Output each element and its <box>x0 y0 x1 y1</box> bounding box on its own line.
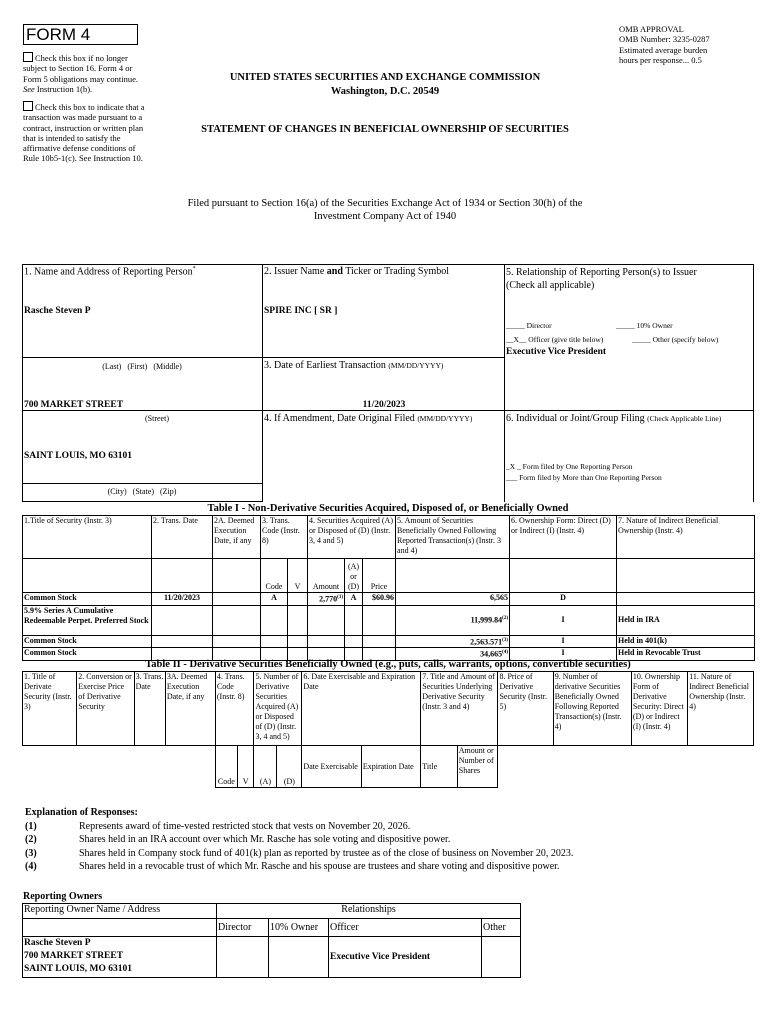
table1-title: Table I - Non-Derivative Securities Acquired, Disposed of, or Beneficially Owned <box>207 503 569 514</box>
table-row: Common Stock 2,563.571$^{(3)}$ I Held in 401(k) <box>23 635 755 648</box>
t2-sub-title: Title <box>421 746 457 788</box>
issuer-name: SPIRE INC [ SR ] <box>264 306 338 316</box>
city-hint: (City) (State) (Zip) <box>107 487 177 496</box>
t2-sub-code: Code <box>215 746 237 788</box>
t2-h7: 7. Title and Amount of Securities Underlying Derivative Security (Instr. 3 and 4) <box>421 672 498 746</box>
rule10b5-checkbox[interactable] <box>23 101 33 111</box>
reporter-street: 700 MARKET STREET <box>24 400 124 410</box>
box2-label: 2. Issuer Name and Ticker or Trading Symbol <box>264 266 450 277</box>
t2-h11: 11. Nature of Indirect Beneficial Ownership (Instr. 4) <box>688 672 754 746</box>
owners-col-director: Director <box>217 919 269 937</box>
t1-sub-aord: (A) or (D) <box>345 559 363 593</box>
checkbox-10b5: Check this box to indicate that a transaction was made pursuant to a contract, instruction or written plan that is intended to satisfy the affirmative defense conditions of Rule 10b5-1(c). See Instruction 10. <box>23 102 145 164</box>
owners-col-relationships: Relationships <box>217 904 521 919</box>
explanation-section <box>25 806 745 874</box>
t1-h5: 5. Amount of Securities Beneficially Owned Following Reported Transaction(s) (Instr. 3 and 4) <box>396 516 510 559</box>
t1-h2a: 2A. Deemed Execution Date, if any <box>213 516 261 559</box>
box6-label: 6. Individual or Joint/Group Filing (Check Applicable Line) <box>506 413 722 424</box>
t2-sub-d: (D) <box>277 746 302 788</box>
list-item: (3) Shares held in Company stock fund of 401(k) plan as reported by trustee as of the close of business on November 20, 2023. <box>25 847 574 859</box>
t1-h6: 6. Ownership Form: Direct (D) or Indirect (I) (Instr. 4) <box>510 516 617 559</box>
explanation-heading: Explanation of Responses: <box>25 807 138 818</box>
t2-h9: 9. Number of derivative Securities Beneficially Owned Following Reported Transaction(s) (Instr. 4) <box>553 672 631 746</box>
owners-heading: Reporting Owners <box>23 891 103 902</box>
t2-h8: 8. Price of Derivative Security (Instr. 5) <box>498 672 553 746</box>
filed-pursuant-2: Investment Company Act of 1940 <box>313 211 457 222</box>
box3-label: 3. Date of Earliest Transaction (MM/DD/YYYY) <box>264 360 444 371</box>
t2-h5: 5. Number of Derivative Securities Acquired (A) or Disposed of (D) (Instr. 3, 4 and 5) <box>254 672 302 746</box>
t1-h7: 7. Nature of Indirect Beneficial Ownership (Instr. 4) <box>617 516 755 559</box>
agency-city: Washington, D.C. 20549 <box>330 86 440 97</box>
owners-col-officer: Officer <box>329 919 482 937</box>
t2-sub-a: (A) <box>254 746 277 788</box>
filing-more-person: ___ Form filed by More than One Reporting Person <box>506 473 662 482</box>
rel-officer: __X__ Officer (give title below) <box>506 335 604 344</box>
agency-name: UNITED STATES SECURITIES AND EXCHANGE COMMISSION <box>229 72 541 83</box>
statement-title: STATEMENT OF CHANGES IN BENEFICIAL OWNERSHIP OF SECURITIES <box>201 124 569 135</box>
box4-label: 4. If Amendment, Date Original Filed (MM/DD/YYYY) <box>264 413 473 424</box>
t1-h4: 4. Securities Acquired (A) or Disposed of (D) (Instr. 3, 4 and 5) <box>308 516 396 559</box>
t2-h3a: 3A. Deemed Execution Date, if any <box>165 672 215 746</box>
rel-other: _____ Other (specify below) <box>632 335 719 344</box>
omb-approval: OMB APPROVAL OMB Number: 3235-0287 Estimated average burden hours per response... 0.5 <box>619 24 710 65</box>
table-row: Rasche Steven P 700 MARKET STREET SAINT LOUIS, MO 63101 Executive Vice President <box>23 937 521 978</box>
owners-col-other: Other <box>482 919 521 937</box>
table2 <box>22 671 754 788</box>
t1-h2: 2. Trans. Date <box>152 516 213 559</box>
t2-h6: 6. Date Exercisable and Expiration Date <box>302 672 421 746</box>
t2-h10: 10. Ownership Form of Derivative Security: Direct (D) or Indirect (I) (Instr. 4) <box>631 672 687 746</box>
t2-h1: 1. Title of Derivate Security (Instr. 3) <box>23 672 77 746</box>
name-hint: (Last) (First) (Middle) <box>102 362 182 371</box>
table1 <box>22 515 755 661</box>
list-item: (2) Shares held in an IRA account over which Mr. Rasche has sole voting and dispositive power. <box>25 834 451 845</box>
t1-sub-price: Price <box>363 559 396 593</box>
reporter-city: SAINT LOUIS, MO 63101 <box>24 451 133 461</box>
form-title-box <box>23 24 138 45</box>
t1-sub-v: V <box>288 559 308 593</box>
table-row: Common Stock 34,665$^{(4)}$ I Held in Revocable Trust <box>23 648 755 661</box>
owners-col-10pct: 10% Owner <box>269 919 329 937</box>
table-row: 5.9% Series A Cumulative Redeemable Perpet. Preferred Stock 11,999.84$^{(2)}$ I Held in IRA <box>23 605 755 635</box>
owners-col-name: Reporting Owner Name / Address <box>23 904 217 919</box>
t1-h3: 3. Trans. Code (Instr. 8) <box>261 516 308 559</box>
table2-title: Table II - Derivative Securities Beneficially Owned (e.g., puts, calls, warrants, options, convertible securities) <box>145 659 631 670</box>
rel-director: _____ Director <box>506 321 552 330</box>
t2-sub-amount: Amount or Number of Shares <box>457 746 498 788</box>
t2-sub-exp: Expiration Date <box>361 746 420 788</box>
table-row: Common Stock 11/20/2023 A 2,770$^{(1)}$ A $60.96 6,565 D <box>23 593 755 606</box>
reporter-name: Rasche Steven P <box>24 306 91 316</box>
t2-h4: 4. Trans. Code (Instr. 8) <box>215 672 254 746</box>
earliest-date: 11/20/2023 <box>362 400 406 410</box>
t2-sub-date-ex: Date Exercisable <box>302 746 361 788</box>
box5-label: 5. Relationship of Reporting Person(s) to Issuer (Check all applicable) <box>506 267 697 291</box>
box1-label: 1. Name and Address of Reporting Person* <box>24 266 196 278</box>
t2-sub-v: V <box>237 746 254 788</box>
form-title: FORM 4 <box>26 25 91 44</box>
owners-table <box>22 903 521 978</box>
t1-h1: 1.Title of Security (Instr. 3) <box>23 516 152 559</box>
section16-checkbox[interactable] <box>23 52 33 62</box>
officer-title: Executive Vice President <box>506 347 607 357</box>
reporting-grid <box>22 264 754 502</box>
t2-h2: 2. Conversion or Exercise Price of Derivative Security <box>77 672 134 746</box>
list-item: (1) Represents award of time-vested restricted stock that vests on November 20, 2026. <box>25 820 411 832</box>
filing-one-person: _X _ Form filed by One Reporting Person <box>506 462 633 471</box>
checkbox-section16: Check this box if no longer subject to Section 16. Form 4 or Form 5 obligations may continue. See Instruction 1(b). <box>23 53 138 94</box>
t1-sub-amount: Amount <box>308 559 345 593</box>
street-hint: (Street) <box>145 414 169 423</box>
t2-h3: 3. Trans. Date <box>134 672 165 746</box>
t1-sub-code: Code <box>261 559 288 593</box>
rel-10pct-owner: _____ 10% Owner <box>616 321 673 330</box>
list-item: (4) Shares held in a revocable trust of which Mr. Rasche and his spouse are trustees and share voting and dispositive power. <box>25 861 560 872</box>
filed-pursuant-1: Filed pursuant to Section 16(a) of the Securities Exchange Act of 1934 or Section 30(h) of the <box>187 198 583 209</box>
